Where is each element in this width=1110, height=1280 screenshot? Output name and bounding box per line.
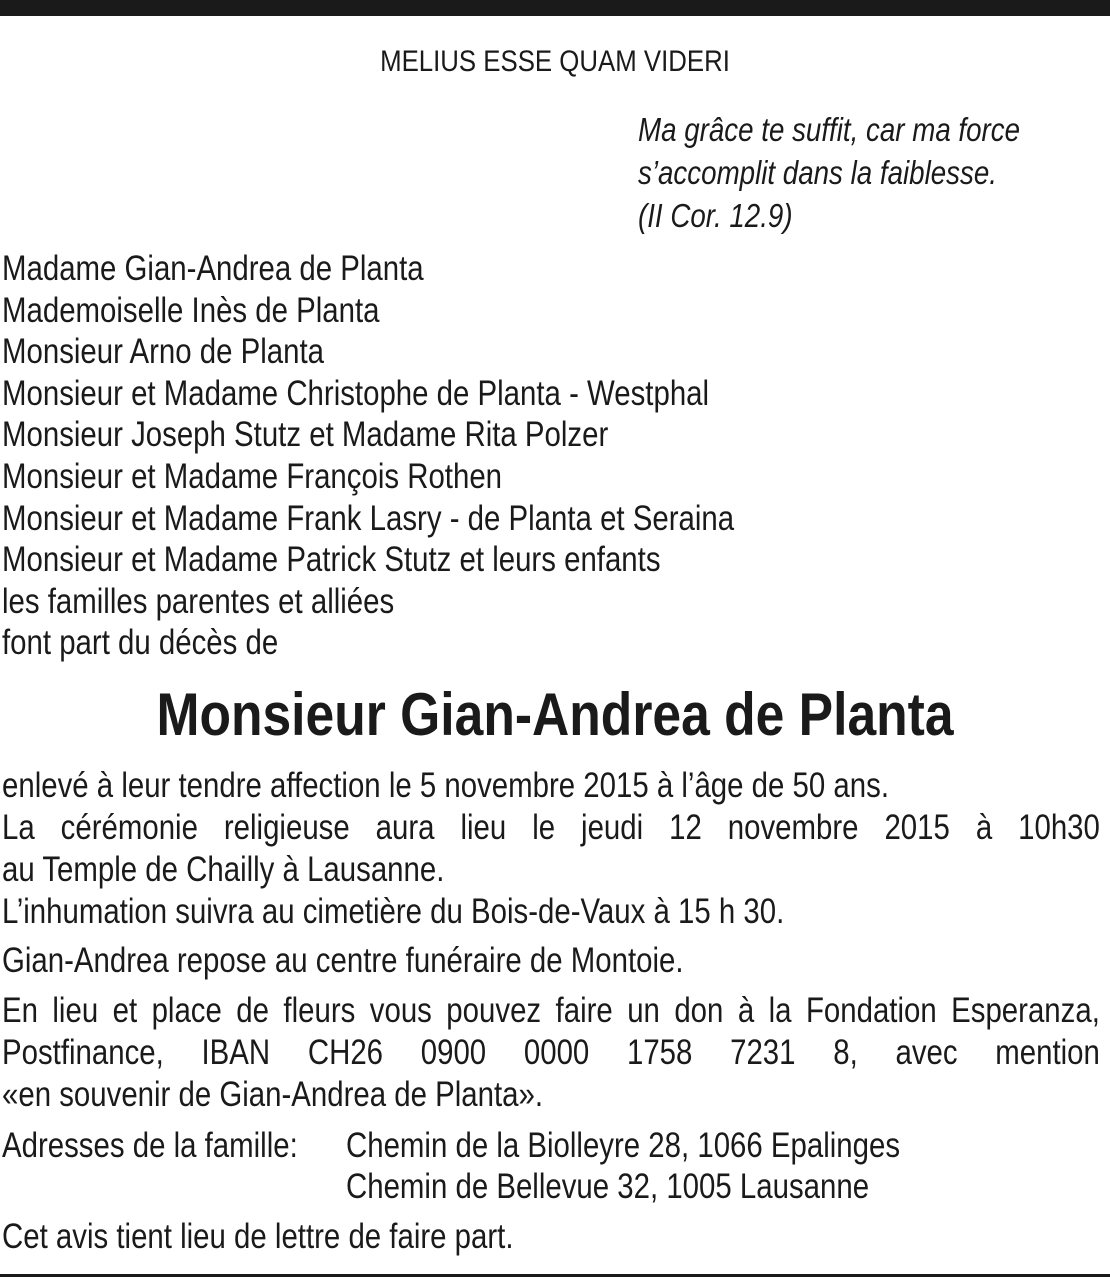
- resting-place-line: Gian-Andrea repose au centre funéraire de Montoie.: [2, 941, 684, 980]
- mourner-line: Monsieur Arno de Planta: [2, 332, 324, 372]
- addresses-label: Adresses de la famille:: [2, 1126, 298, 1165]
- family-address-2: Chemin de Bellevue 32, 1005 Lausanne: [346, 1167, 870, 1206]
- mourner-line: les familles parentes et alliées: [2, 581, 395, 621]
- ceremony-line: [2, 807, 1100, 849]
- mourner-line: Monsieur et Madame Patrick Stutz et leurs enfants: [2, 540, 661, 580]
- announcement-line: font part du décès de: [2, 623, 279, 663]
- deceased-name: Monsieur Gian-Andrea de Planta: [156, 681, 954, 748]
- death-notice-line: enlevé à leur tendre affection le 5 novembre 2015 à l’âge de 50 ans.: [2, 766, 889, 805]
- donation-line: [2, 990, 1100, 1032]
- bottom-border-rule: [0, 1274, 1110, 1277]
- verse-line: s’accomplit dans la faiblesse.: [638, 154, 997, 191]
- mourner-line: Monsieur et Madame Frank Lasry - de Planta et Seraina: [2, 498, 735, 538]
- mourner-line: Mademoiselle Inès de Planta: [2, 290, 380, 330]
- verse-citation: (II Cor. 12.9): [638, 197, 793, 234]
- family-address-1: Chemin de la Biolleyre 28, 1066 Epalinges: [346, 1126, 901, 1165]
- ceremony-text: La cérémonie religieuse aura lieu le jeudi 12 novembre 2015 à 10h30: [2, 808, 1100, 847]
- mourner-line: Monsieur et Madame Christophe de Planta - Westphal: [2, 373, 710, 413]
- ceremony-location-line: au Temple de Chailly à Lausanne.: [2, 850, 445, 889]
- mourners-list: [2, 248, 734, 664]
- donation-bank-line: [2, 1032, 1100, 1074]
- closing-line: Cet avis tient lieu de lettre de faire part.: [2, 1217, 514, 1256]
- donation-text: En lieu et place de fleurs vous pouvez faire un don à la Fondation Esperanza,: [2, 991, 1100, 1030]
- donation-mention-line: «en souvenir de Gian-Andrea de Planta».: [2, 1075, 544, 1114]
- donation-bank-text: Postfinance, IBAN CH26 0900 0000 1758 7231 8, avec mention: [2, 1033, 1100, 1072]
- verse-line: Ma grâce te suffit, car ma force: [638, 111, 1021, 148]
- family-motto: MELIUS ESSE QUAM VIDERI: [380, 45, 730, 78]
- mourner-line: Monsieur et Madame François Rothen: [2, 456, 503, 496]
- top-border-rule: [0, 0, 1110, 16]
- mourner-line: Monsieur Joseph Stutz et Madame Rita Polzer: [2, 415, 609, 455]
- burial-line: L’inhumation suivra au cimetière du Bois-de-Vaux à 15 h 30.: [2, 892, 785, 931]
- mourner-line: Madame Gian-Andrea de Planta: [2, 249, 424, 288]
- bible-verse: [638, 108, 1033, 237]
